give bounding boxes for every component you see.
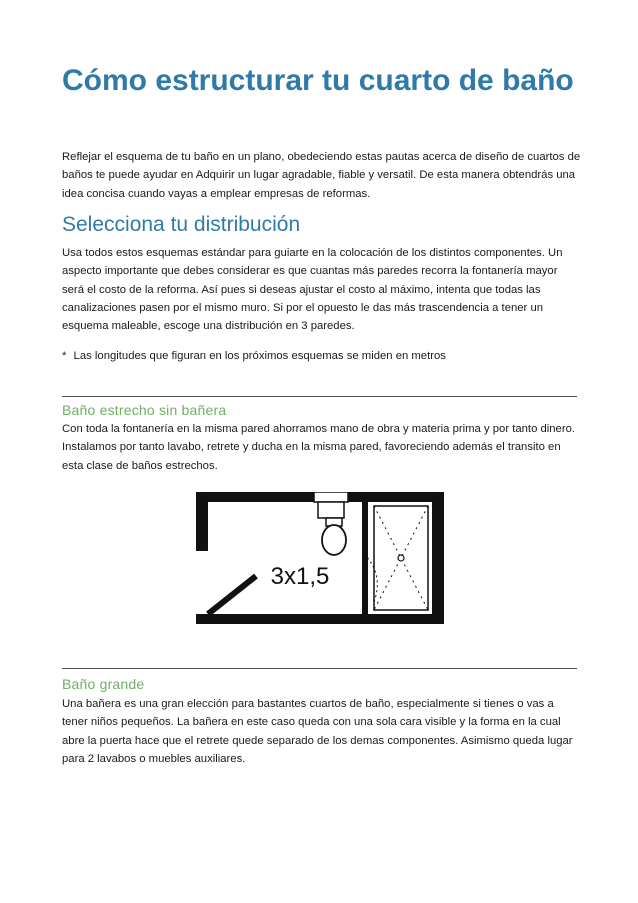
plan-sink — [318, 502, 344, 518]
note-asterisk: * — [62, 350, 67, 362]
note-text: Las longitudes que figuran en los próximos esquemas se miden en metros — [73, 350, 446, 362]
plan-wall-bottom — [196, 614, 444, 624]
section-heading: Selecciona tu distribución — [62, 213, 301, 236]
divider — [62, 668, 577, 669]
plan-toilet-bowl — [322, 525, 346, 555]
layout-heading-narrow: Baño estrecho sin bañera — [62, 402, 227, 418]
plan-wall-left-upper — [196, 492, 208, 551]
floor-plan-diagram — [196, 492, 444, 624]
page-title: Cómo estructurar tu cuarto de baño — [62, 64, 574, 97]
intro-paragraph: Reflejar el esquema de tu baño en un plano, obedeciendo estas pautas acerca de diseño de cuartos de baños te puede ayudar en Adquirir un lugar agradable, fiable y versatil. De esta manera obtendrás una idea concisa cuando vayas a emplear empresas de reformas. — [62, 151, 581, 200]
plan-shower-drain — [398, 555, 404, 561]
layout-heading-large: Baño grande — [62, 676, 145, 692]
plan-sink-counter — [314, 492, 348, 502]
plan-door — [208, 576, 256, 614]
section-paragraph: Usa todos estos esquemas estándar para guiarte en la colocación de los distintos componentes. Un aspecto importante que debes considerar es que cuantas más paredes recorra la fontanería mayor será el costo de la reforma. Así pues si deseas ajustar el costo al máximo, intenta que todas las canalizaciones pasen por el mismo muro. Si por el opuesto le das más trascendencia a tener un esquema maleable, escoge una distribución en 3 paredes. — [62, 247, 563, 333]
divider — [62, 396, 577, 397]
layout-paragraph-large: Una bañera es una gran elección para bastantes cuartos de baño, especialmente si tienes o vas a tener niños pequeños. La bañera en este caso queda con una sola cara visible y la forma en la cual abre la puerta hace que el retrete quede separado de los demas componentes. Asimismo queda lugar para 2 lavabos o muebles auxiliares. — [62, 698, 573, 765]
layout-paragraph-narrow: Con toda la fontanería en la misma pared ahorramos mano de obra y materia prima y por tanto dinero. Instalamos por tanto lavabo, retrete y ducha en la misma pared, favoreciendo además el transito en esta clase de baños estrechos. — [62, 423, 576, 472]
plan-wall-right — [432, 492, 444, 624]
measurement-note — [62, 347, 446, 365]
plan-dimension-label: 3x1,5 — [270, 563, 330, 590]
